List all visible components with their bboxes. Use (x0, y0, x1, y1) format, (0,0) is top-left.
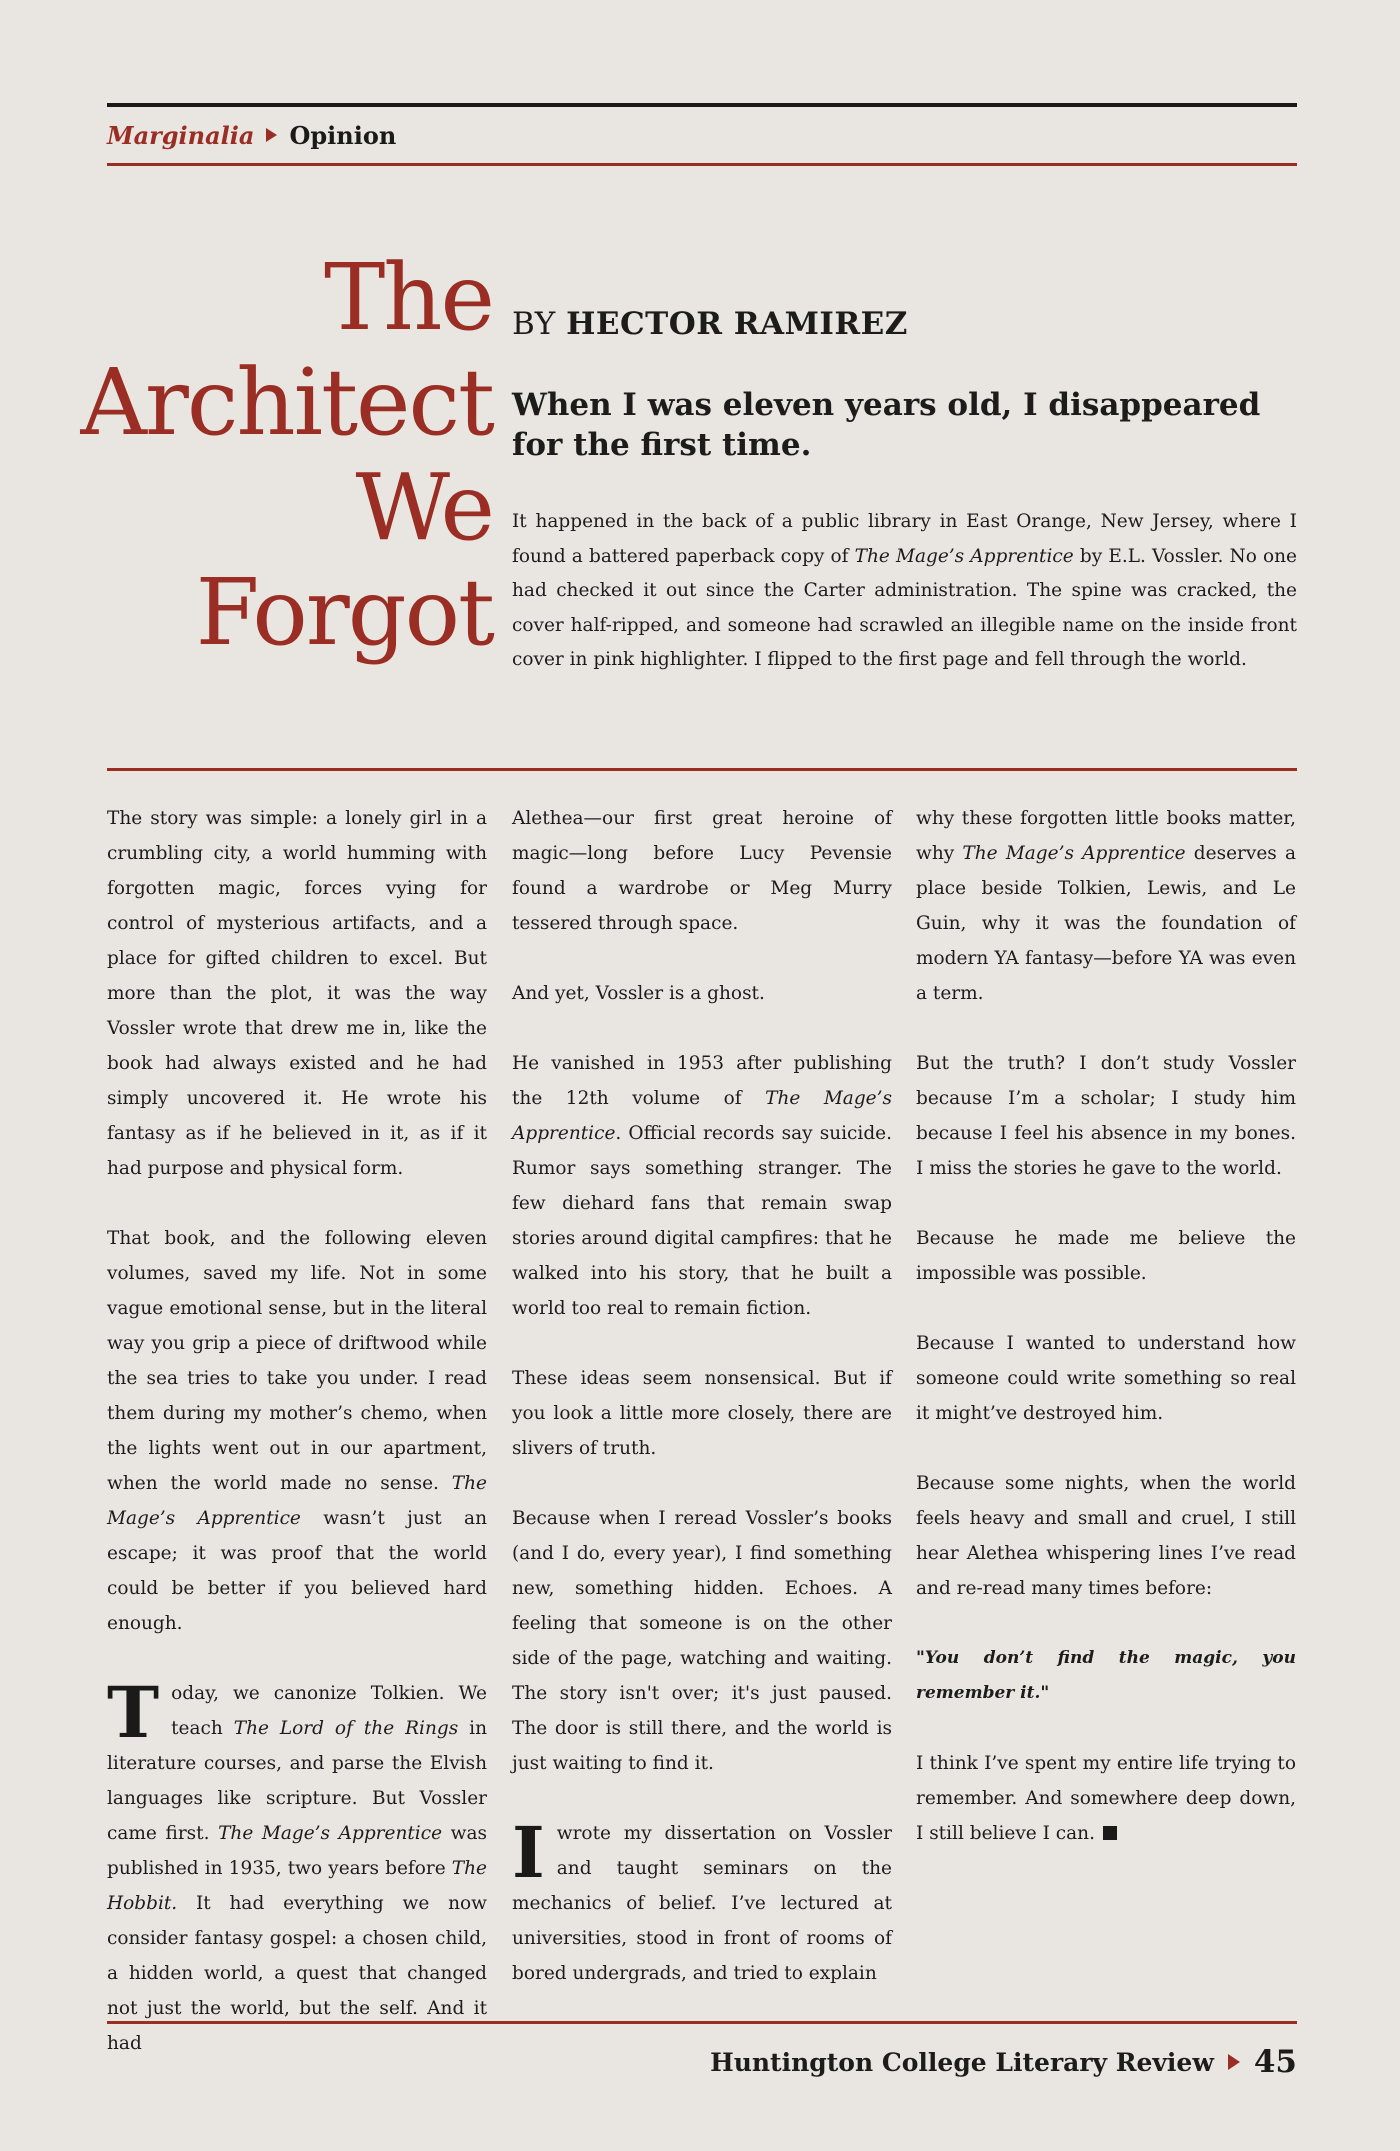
header-rule (107, 163, 1297, 166)
intro-text: by E.L. Vossler. No one had checked it out since the Carter administration. The spine was cracked, the cover half-ripped, and someone had scrawled an illegible name on the inside front cover in pink highlighter. I flipped to the first page and fell through the world. (512, 545, 1297, 670)
column-3 (916, 801, 1296, 1851)
body-text: wasn’t just an escape; it was proof that the world could be better if you believed hard enough. (107, 1508, 487, 1634)
body-text: That book, and the following eleven volumes, saved my life. Not in some vague emotional sense, but in the literal way you grip a piece of driftwood while the sea tries to take you under. I read them during my mother’s chemo, when the lights went out in our apartment, when the world made no sense. (107, 1228, 487, 1494)
body-paragraph: Because I wanted to understand how someone could write something so real it might’ve destroyed him. (916, 1333, 1296, 1424)
body-paragraph: But the truth? I don’t study Vossler because I’m a scholar; I study him because I feel his absence in my bones. I miss the stories he gave to the world. (916, 1053, 1296, 1179)
body-paragraph (107, 1671, 487, 2061)
triangle-right-icon (266, 128, 277, 142)
body-text: oday, we canonize Tolkien. We teach (171, 1683, 487, 1739)
column-1 (107, 801, 487, 2061)
body-paragraph: Because he made me believe the impossible was possible. (916, 1228, 1296, 1284)
article-title (80, 245, 493, 665)
top-rule (107, 103, 1297, 107)
body-paragraph (512, 1811, 892, 1991)
breadcrumb-section[interactable]: Marginalia (107, 120, 255, 150)
body-paragraph (916, 1746, 1296, 1851)
body-text: I think I’ve spent my entire life trying to remember. And somewhere deep down, I still believe I can. (916, 1753, 1296, 1844)
body-text: He vanished in 1953 after publishing the 12th volume of (512, 1053, 892, 1109)
body-paragraph (107, 1221, 487, 1641)
body-text: It had everything we now consider fantasy gospel: a chosen child, a hidden world, a quest that changed not just the world, but the self. And it had (107, 1893, 487, 2054)
intro-paragraph (512, 505, 1297, 678)
page-footer (710, 2040, 1297, 2084)
byline-prefix: BY (512, 306, 556, 342)
column-2 (512, 801, 892, 1991)
author-name: HECTOR RAMIREZ (566, 306, 908, 342)
title-line: Architect (80, 349, 493, 456)
body-paragraph: Alethea—our first great heroine of magic—long before Lucy Pevensie found a wardrobe or Meg Murry tessered through space. (512, 808, 892, 934)
intro-text: It happened in the back of a public library in East Orange, New Jersey, where I found a battered paperback copy of (512, 511, 1297, 567)
book-title: The Mage’s Apprentice (854, 545, 1074, 567)
breadcrumb-subsection[interactable]: Opinion (289, 120, 397, 150)
body-text: in literature courses, and parse the Elvish languages like scripture. But Vossler came first. (107, 1718, 487, 1844)
body-paragraph: And yet, Vossler is a ghost. (512, 983, 765, 1004)
drop-cap: T (107, 1671, 160, 1754)
body-paragraph (916, 801, 1296, 1011)
book-title: The Hobbit. (107, 1858, 487, 1914)
body-paragraph (512, 1046, 892, 1326)
title-line: The (323, 244, 493, 351)
body-text: was published in 1935, two years before (107, 1823, 487, 1879)
body-text: why these forgotten little books matter, why (916, 808, 1296, 864)
body-paragraph: Because when I reread Vossler’s books (and I do, every year), I find something new, something hidden. Echoes. A feeling that someone is on the other side of the page, watching and waiting. The story isn't over; it's just paused. The door is still there, and the world is just waiting to find it. (512, 1508, 892, 1774)
book-title: The Mage’s Apprentice (512, 1088, 892, 1144)
body-text: . Official records say suicide. Rumor says something stranger. The few diehard fans that remain swap stories around digital campfires: that he walked into his story, that he built a world too real to remain fiction. (512, 1123, 892, 1319)
breadcrumb (107, 118, 396, 152)
book-title: The Mage’s Apprentice (962, 843, 1186, 864)
page-number: 45 (1253, 2044, 1297, 2080)
title-line: Forgot (195, 559, 493, 666)
article-deck: When I was eleven years old, I disappeared for the first time. (512, 387, 1261, 463)
pull-quote: "You don’t find the magic, you remember it." (916, 1648, 1296, 1703)
footer-rule (107, 2021, 1297, 2024)
book-title: The Mage’s Apprentice (218, 1823, 443, 1844)
triangle-right-icon (1228, 2054, 1240, 2070)
end-mark-icon (1103, 1826, 1117, 1840)
journal-name: Huntington College Literary Review (710, 2047, 1214, 2077)
book-title: The Mage’s Apprentice (107, 1473, 487, 1529)
book-title: The Lord of the Rings (233, 1718, 459, 1739)
drop-cap: I (512, 1811, 545, 1894)
body-paragraph: The story was simple: a lonely girl in a crumbling city, a world humming with forgotten magic, forces vying for control of mysterious artifacts, and a place for gifted children to excel. But more than the plot, it was the way Vossler wrote that drew me in, like the book had always existed and he had simply uncovered it. He wrote his fantasy as if he believed in it, as if it had purpose and physical form. (107, 808, 487, 1179)
body-text: wrote my dissertation on Vossler and taught seminars on the mechanics of belief. I’ve lectured at universities, stood in front of rooms of bored undergrads, and tried to explain (512, 1823, 892, 1984)
body-text: deserves a place beside Tolkien, Lewis, and Le Guin, why it was the foundation of modern YA fantasy—before YA was even a term. (916, 843, 1297, 1004)
title-line: We (355, 454, 493, 561)
byline (512, 306, 908, 342)
body-paragraph: These ideas seem nonsensical. But if you look a little more closely, there are slivers of truth. (512, 1368, 892, 1459)
section-rule (107, 768, 1297, 771)
body-paragraph: Because some nights, when the world feels heavy and small and cruel, I still hear Alethea whispering lines I’ve read and re-read many times before: (916, 1473, 1296, 1599)
